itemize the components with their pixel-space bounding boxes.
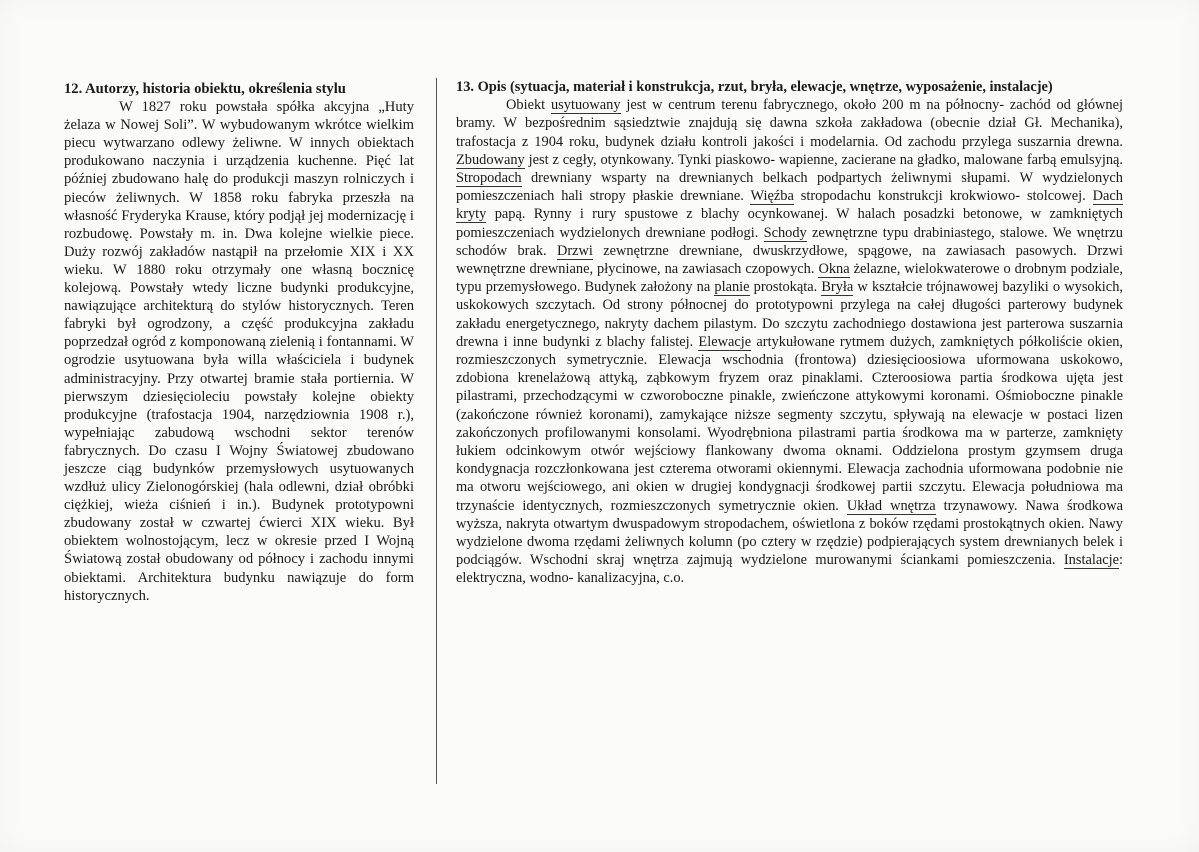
underlined-keyword: Dach kryty [456,188,1123,223]
text-segment: zewnętrzne drewniane, dwuskrzydłowe, spągowe, na zawiasach pasowych. Drzwi wewnętrzne drewniane, płycinowe, na zawiasach czopowych. [456,242,1123,278]
underlined-keyword: Bryła [821,279,854,296]
section-13-paragraph [456,96,1123,587]
text-segment: prostokąta. [749,279,822,296]
text-segment: Obiekt [506,97,551,114]
text-segment: w kształcie trójnawowej bazyliki o wysokich, uskokowych szczytach. Od strony północnej do prototypowni przylega na całej długości parterowy budynek zakładu energetycznego, nakryty dachem pilastym. Do szczytu zachodniego dostawiona jest parterowa suszarnia drewna i inne budynki z blachy falistej. [456,279,1123,350]
underlined-keyword: Okna [818,261,850,278]
text-segment: stropodachu konstrukcji krokwiowo- stolcowej. [793,188,1093,205]
section-12-paragraph: W 1827 roku powstała spółka akcyjna „Huty żelaza w Nowej Soli”. W wybudowanym wkrótce wielkim piecu wytwarzano odlewy żeliwne. W innych obiektach produkowano naczynia i urządzenia kuchenne. Pięć lat później zbudowano halę do produkcji maszyn rolniczych i pieców żeliwnych. W 1858 roku fabryka przeszła na własność Fryderyka Krause, który podjął jej modernizację i rozbudowę. Powstały m. in. Dwa kolejne wielkie piece. Duży rozwój zakładów nastąpił na przełomie XIX i XX wieku. W 1880 roku otrzymały one własną bocznicę kolejową. Powstały wtedy liczne budynki produkcyjne, nawiązujące architekturą do stylów historycznych. Teren fabryki był ogrodzony, a część produkcyjna zakładu poprzedzał ogród z komponowaną zielenią i fontannami. W ogrodzie usytuowana była willa właściciela i budynek administracyjny. Przy otwartej bramie stała portiernia. W pierwszym dziesięcioleciu powstały kolejne obiekty produkcyjne (trafostacja 1904, narzędziownia 1908 r.), wypełniając zabudową wschodni sektor terenów fabrycznych. Do czasu I Wojny Światowej zbudowano jeszcze ciąg budynków przemysłowych usytuowanych wzdłuż ulicy Zielonogórskiej (hala odlewni, dział obróbki ciężkiej, wieża ciśnień i in.). Budynek prototypowni zbudowany został w czwartej ćwierci XIX wieku. Był obiektem wolnostojącym, lecz w okresie przed I Wojną Światową został obudowany od północy i zachodu innymi obiektami. Architektura budynku nawiązuje do form historycznych. [64,99,414,604]
underlined-keyword: Elewacje [698,333,752,350]
text-segment: trzynawowy. Nawa środkowa wyższa, nakryta otwartym dwuspadowym stropodachem, oświetlona z boków rzędami prostokątnych okien. Nawy wydzielone dwoma rzędami żeliwnych kolumn (po cztery w rzędzie) podpierających system drewnianych belek i podciągów. Wschodni skraj wnętrza zajmują wydzielone murowanymi ściankami pomieszczenia. [456,497,1123,569]
underlined-keyword: Instalacje [1063,552,1119,569]
underlined-keyword: usytuowany [550,97,621,114]
section-13-heading: 13. Opis (sytuacja, materiał i konstrukcja, rzut, bryła, elewacje, wnętrze, wyposażenie, instalacje) [456,79,1053,95]
underlined-keyword: Zbudowany [456,151,525,168]
section-12 [64,80,414,605]
underlined-keyword: Drzwi [556,242,593,259]
section-12-heading: 12. Autorzy, historia obiektu, określenia stylu [64,81,346,97]
text-segment: jest z cegły, otynkowany. Tynki piaskowo- wapienne, zacierane na gładko, malowane farbą emulsyjną. [524,151,1123,168]
text-segment: : elektryczna, wodno- kanalizacyjna, c.o. [456,552,1123,587]
text-segment: drewniany wsparty na drewnianych belkach podpartych żeliwnymi słupami. W wydzielonych pomieszczeniach hali stropy płaskie drewniane. [456,170,1123,205]
text-segment: żelazne, wielokwaterowe o drobnym podziale, typu przemysłowego. Budynek założony na [456,261,1123,296]
text-segment: zewnętrzne typu drabiniastego, stalowe. We wnętrzu schodów brak. [456,224,1123,259]
text-segment: artykułowane rytmem dużych, zamkniętych półkoliście okien, rozmieszczonych symetrycznie. Elewacja wschodnia (frontowa) dziesięcioosiowa uformowana uskokowo, zdobiona krenelażową attyką, ząbkowym fryzem oraz pinaklami. Czteroosiowa partia środkowa ujęta jest pilastrami, przechodzącymi w czworoboczne pinakle, zwieńczone attykowymi koronami. Ośmioboczne pinakle (zakończone również koronami), zamykające niższe segmenty szczytu, spływają na elewacje w postaci lizen zakończonych profilowanymi konsolami. Wyodrębniona pilastrami partia środkowa ma w parterze, zamknięty łukiem odcinkowym otwór wejściowy flankowany dwoma oknami. Oddzielona prostym gzymsem druga kondygnacja rozczłonkowana jest czterema otworami okiennymi. Elewacja zachodnia uformowana podobnie nie ma otworu wejściowego, ani okien w drugiej kondygnacji środkowej partii szczytu. Elewacja południowa ma trzynaście identycznych, rozmieszczonych symetrycznie okien. [456,333,1124,514]
column-divider [436,78,437,784]
underlined-keyword: planie [714,279,750,296]
underlined-keyword: Układ wnętrza [846,497,936,514]
underlined-keyword: Schody [763,224,807,241]
underlined-keyword: Więźba [750,188,794,205]
section-13 [456,78,1123,588]
text-segment: jest w centrum terenu fabrycznego, około 200 m na północny- zachód od głównej bramy. W bezpośrednim sąsiedztwie znajdują się dawna szkoła zakładowa (obecnie dział Gł. Mechanika), trafostacja z 1904 roku, budynek działu kontroli jakości i modelarnia. Od zachodu przylega suszarnia drewna. [456,97,1124,150]
text-segment: papą. Rynny i rury spustowe z blachy ocynkowanej. W halach posadzki betonowe, w zamkniętych pomieszczeniach wydzielonych drewniane podłogi. [456,206,1123,241]
underlined-keyword: Stropodach [456,170,522,187]
